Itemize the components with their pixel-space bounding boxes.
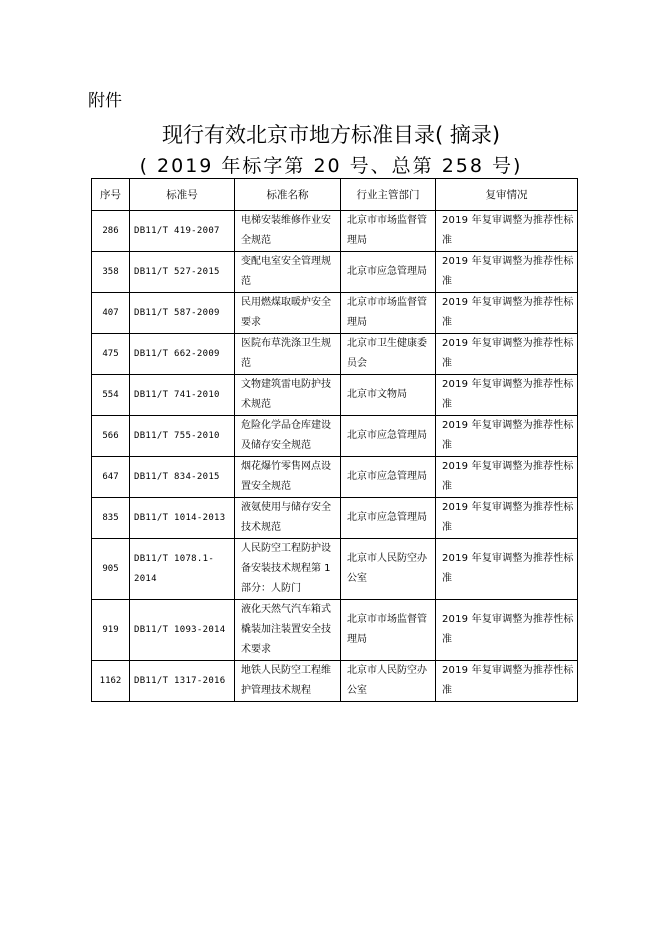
standard-name: 电梯安装维修作业安全规范 [235,211,341,252]
standard-code: DB11/T 834-2015 [130,457,235,498]
standard-name: 民用燃煤取暖炉安全要求 [235,293,341,334]
standard-name: 文物建筑雷电防护技术规范 [235,375,341,416]
department: 北京市人民防空办公室 [341,661,436,702]
standard-code: DB11/T 587-2009 [130,293,235,334]
standard-code: DB11/T 419-2007 [130,211,235,252]
header-name: 标准名称 [235,179,341,211]
department: 北京市文物局 [341,375,436,416]
row-number: 286 [92,211,130,252]
row-number: 554 [92,375,130,416]
table-row [92,416,578,457]
table-row [92,498,578,539]
row-number: 566 [92,416,130,457]
row-number: 407 [92,293,130,334]
department: 北京市市场监督管理局 [341,293,436,334]
standards-table [91,178,578,702]
standard-code: DB11/T 662-2009 [130,334,235,375]
review-status: 2019 年复审调整为推荐性标准 [436,293,578,334]
table-row [92,375,578,416]
standard-name: 地铁人民防空工程维护管理技术规程 [235,661,341,702]
review-status: 2019 年复审调整为推荐性标准 [436,416,578,457]
table-header-row [92,179,578,211]
header-code: 标准号 [130,179,235,211]
row-number: 919 [92,600,130,661]
attachment-label: 附件 [88,91,122,111]
row-number: 905 [92,539,130,600]
table-row [92,661,578,702]
row-number: 358 [92,252,130,293]
department: 北京市应急管理局 [341,416,436,457]
standard-name: 液化天然气汽车箱式橇装加注装置安全技术要求 [235,600,341,661]
header-dept: 行业主管部门 [341,179,436,211]
table-row [92,293,578,334]
header-review: 复审情况 [436,179,578,211]
review-status: 2019 年复审调整为推荐性标准 [436,334,578,375]
table-row [92,457,578,498]
department: 北京市卫生健康委员会 [341,334,436,375]
standard-code: DB11/T 1093-2014 [130,600,235,661]
department: 北京市应急管理局 [341,498,436,539]
department: 北京市市场监督管理局 [341,600,436,661]
standard-name: 人民防空工程防护设备安装技术规程第 1 部分：人防门 [235,539,341,600]
review-status: 2019 年复审调整为推荐性标准 [436,457,578,498]
table-row [92,252,578,293]
department: 北京市市场监督管理局 [341,211,436,252]
review-status: 2019 年复审调整为推荐性标准 [436,375,578,416]
table-row [92,211,578,252]
header-no: 序号 [92,179,130,211]
department: 北京市应急管理局 [341,457,436,498]
standard-code: DB11/T 755-2010 [130,416,235,457]
review-status: 2019 年复审调整为推荐性标准 [436,661,578,702]
standard-name: 液氨使用与储存安全技术规范 [235,498,341,539]
department: 北京市应急管理局 [341,252,436,293]
row-number: 1162 [92,661,130,702]
row-number: 475 [92,334,130,375]
document-title: 现行有效北京市地方标准目录( 摘录) [161,123,501,147]
standard-code: DB11/T 1078.1-2014 [130,539,235,600]
standard-code: DB11/T 1014-2013 [130,498,235,539]
table-row [92,539,578,600]
review-status: 2019 年复审调整为推荐性标准 [436,600,578,661]
row-number: 647 [92,457,130,498]
review-status: 2019 年复审调整为推荐性标准 [436,252,578,293]
standard-name: 变配电室安全管理规范 [235,252,341,293]
standard-code: DB11/T 1317-2016 [130,661,235,702]
standard-name: 危险化学品仓库建设及储存安全规范 [235,416,341,457]
standard-code: DB11/T 741-2010 [130,375,235,416]
table-row [92,600,578,661]
department: 北京市人民防空办公室 [341,539,436,600]
review-status: 2019 年复审调整为推荐性标准 [436,539,578,600]
document-subtitle: ( 2019 年标字第 20 号、总第 258 号) [139,155,523,177]
standard-name: 烟花爆竹零售网点设置安全规范 [235,457,341,498]
review-status: 2019 年复审调整为推荐性标准 [436,211,578,252]
row-number: 835 [92,498,130,539]
standard-code: DB11/T 527-2015 [130,252,235,293]
standard-name: 医院布草洗涤卫生规范 [235,334,341,375]
review-status: 2019 年复审调整为推荐性标准 [436,498,578,539]
table-row [92,334,578,375]
